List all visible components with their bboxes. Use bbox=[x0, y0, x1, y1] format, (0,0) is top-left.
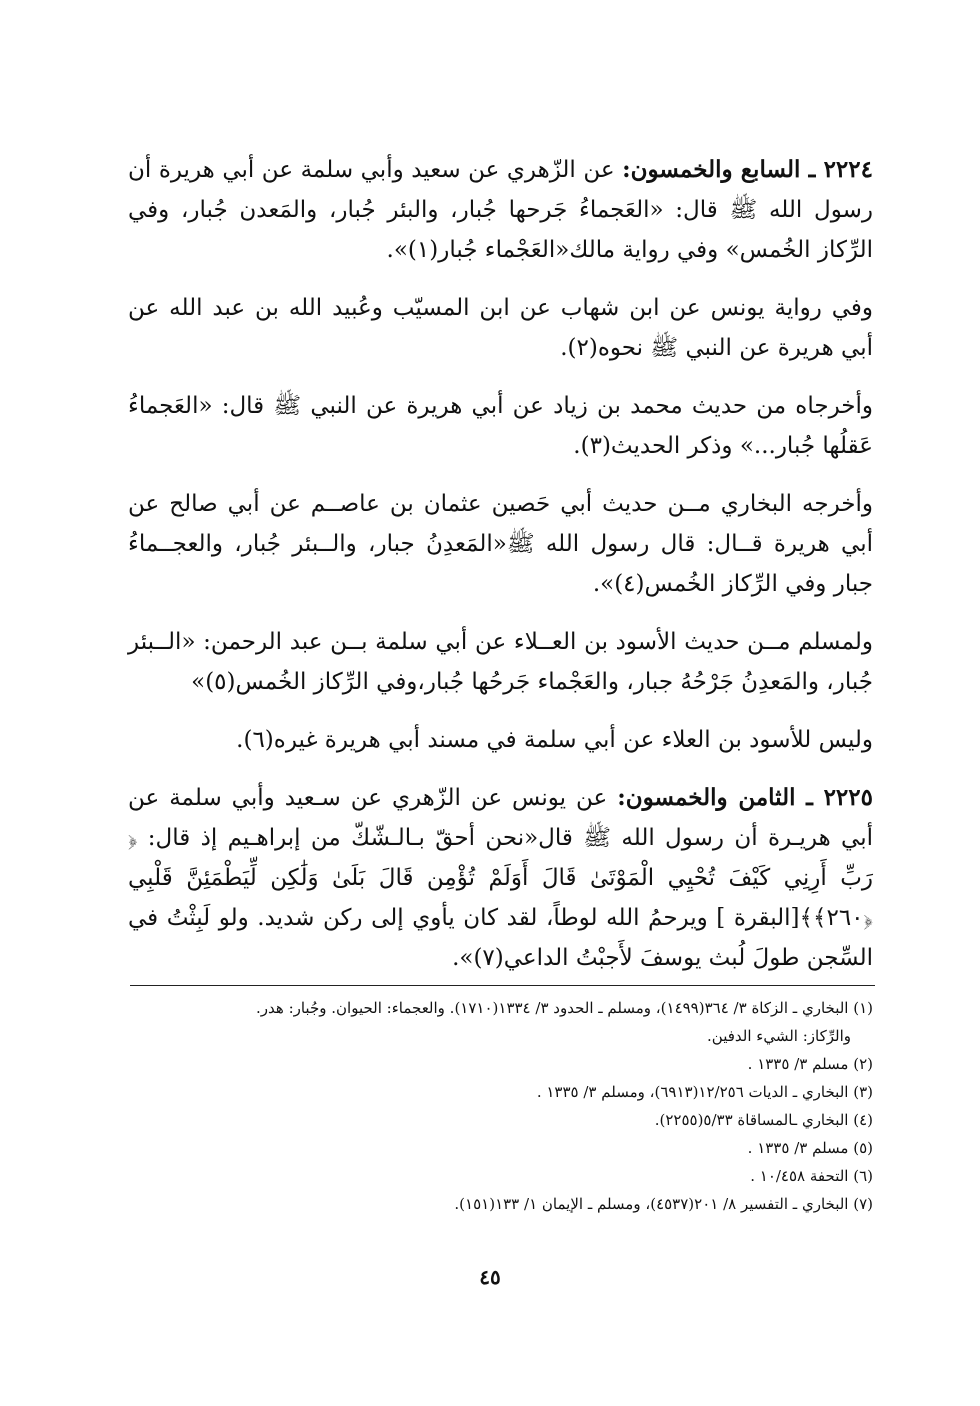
paragraph-text: وأخرجه البخاري مــن حديث أبي حَصين عثمان بن عاصــم عن أبي صالح عن أبي هريرة قــال: قال رسول الله ﷺ«المَعدِنُ جبار، والــبئر جُبار، والعجــماءُ جبار وفي الرِّكاز الخُمس(٤)». bbox=[128, 491, 873, 597]
paragraph-hadith-2225 bbox=[128, 778, 873, 978]
paragraph-hadith-2224 bbox=[128, 150, 873, 270]
footnote: (٧) البخاري ـ التفسير ٨/ ٢٠١(٤٥٣٧)، ومسلم ـ الإيمان ١/ ١٣٣(١٥١). bbox=[454, 1195, 873, 1213]
entry-title: ٢٢٢٥ ـ الثامن والخمسون: bbox=[617, 784, 873, 811]
footnote: (١) البخاري ـ الزكاة ٣/ ٣٦٤(١٤٩٩)، ومسلم ـ الحدود ٣/ ١٣٣٤(١٧١٠). والعجماء: الحيوان. وجُبار: هدر. bbox=[256, 999, 873, 1017]
entry-title: ٢٢٢٤ ـ السابع والخمسون: bbox=[622, 156, 873, 183]
paragraph bbox=[128, 622, 873, 702]
paragraph-text: عن يونس عن الزّهري عن سـعيد وأبي سلمة عن أبي هريـرة أن رسول الله ﷺ قال«نحن أحقّ بـالـشّكّ من إبراهـيم إذ قال: ﴿ رَبِّ أَرِنِي كَيْفَ تُحْيِي الْمَوْتَىٰ قَالَ أَوَلَمْ تُؤْمِن قَالَ بَلَىٰ وَلَٰكِن لِّيَطْمَئِنَّ قَلْبِي ﴿٢٦٠﴾﴾[البقرة ] ويرحمُ الله لوطاً، لقد كان يأوي إلى ركن شديد. ولو لَبِثْتُ في السِّجن طولَ لُبث يوسفَ لأَجبْتُ الداعي(٧)». bbox=[128, 785, 873, 971]
paragraph-text: ولمسلم مــن حديث الأسود بن العــلاء عن أبي سلمة بــن عبد الرحمن: «الــبئر جُبار، والمَعدِنُ جَرْحُهُ جبار، والعَجْماء جَرحُها جُبار،وفي الرِّكاز الخُمس(٥)» bbox=[128, 629, 873, 695]
paragraph bbox=[128, 288, 873, 368]
paragraph bbox=[128, 484, 873, 604]
main-text bbox=[128, 150, 873, 992]
paragraph bbox=[128, 720, 873, 760]
page-number: ٤٥ bbox=[479, 1265, 501, 1289]
paragraph bbox=[128, 386, 873, 466]
paragraph-text: وليس للأسود بن العلاء عن أبي سلمة في مسند أبي هريرة غيره(٦). bbox=[236, 727, 873, 753]
paragraph-text: وأخرجاه من حديث محمد بن زياد عن أبي هريرة عن النبي ﷺ قال: «العَجماءُ عَقلُها جُبار...» وذكر الحديث(٣). bbox=[128, 393, 873, 459]
paragraph-text: عن الزّهري عن سعيد وأبي سلمة عن أبي هريرة أن رسول الله ﷺ قال: «العَجماءُ جَرحها جُبار، والبئر جُبار، والمَعدن جُبار، وفي الرِّكاز الخُمس» وفي رواية مالك«العَجْماء جُبار(١)». bbox=[128, 157, 873, 263]
footnotes bbox=[128, 994, 873, 1218]
paragraph-text: وفي رواية يونس عن ابن شهاب عن ابن المسيّب وعُبيد الله بن عبد الله عن أبي هريرة عن النبي ﷺ نحوه(٢). bbox=[128, 295, 873, 361]
footnote: (٥) مسلم ٣/ ١٣٣٥ . bbox=[747, 1139, 873, 1157]
footnote: (٤) البخاري ـالمساقاة ٥/٣٣(٢٢٥٥). bbox=[654, 1111, 873, 1129]
footnote: (٦) التحفة ١٠/٤٥٨ . bbox=[750, 1167, 873, 1185]
footnote: (٣) البخاري ـ الديات ١٢/٢٥٦(٦٩١٣)، ومسلم ٣/ ١٣٣٥ . bbox=[536, 1083, 873, 1101]
footnote-divider bbox=[130, 985, 875, 986]
footnote: (٢) مسلم ٣/ ١٣٣٥ . bbox=[747, 1055, 873, 1073]
footnote-continuation: والرِّكاز: الشيء الدفين. bbox=[707, 1027, 851, 1045]
